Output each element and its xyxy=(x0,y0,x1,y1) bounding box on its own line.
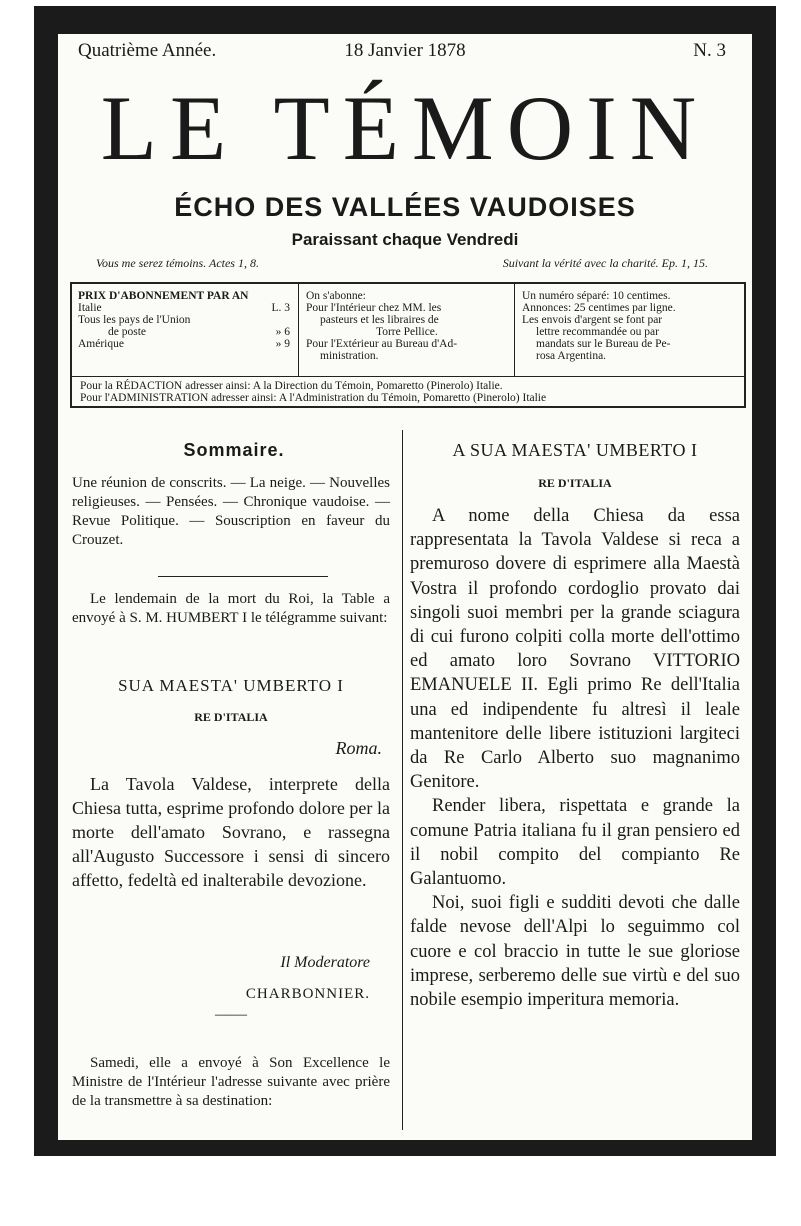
redaction-address: Pour la RÉDACTION adresser ainsi: A la Direction du Témoin, Pomaretto (Pinerolo) Italie. xyxy=(80,380,503,392)
box-divider-2 xyxy=(514,284,515,376)
subscribe-line: Pour l'Intérieur chez MM. les xyxy=(306,302,442,314)
paragraph: Noi, suoi figli e sudditi devoti che dalle falde nevose dell'Alpi lo seguimmo col cuore e col braccio in tutte le sue gloriose imprese, serberemo delle sue virtù e del suo nobile esempio imperitura memoria. xyxy=(410,893,740,1011)
single-line: Annonces: 25 centimes par ligne. xyxy=(522,302,676,314)
telegram-subtitle: RE D'ITALIA xyxy=(194,710,268,724)
separator: —— xyxy=(215,1006,247,1023)
right-article-subtitle: RE D'ITALIA xyxy=(538,476,612,490)
left-intro-text: Le lendemain de la mort du Roi, la Table a envoyé à S. M. HUMBERT I le télégramme suivant: xyxy=(72,591,390,626)
paragraph: Render libera, rispettata e grande la comune Patria italiana fu il gran pensiero ed il nobil compito del compianto Re Galantuomo. xyxy=(410,796,740,890)
single-line: mandats sur le Bureau de Pe- xyxy=(536,338,671,350)
subscribe-line: pasteurs et les libraires de xyxy=(320,314,439,326)
single-line: Les envois d'argent se font par xyxy=(522,314,663,326)
header-number: N. 3 xyxy=(693,40,726,61)
price-row: Tous les pays de l'Union xyxy=(78,314,191,326)
price-row: Italie L. 3 xyxy=(78,302,290,314)
price-column xyxy=(78,290,290,350)
newspaper-page xyxy=(58,34,752,1140)
price-row: de poste » 6 xyxy=(108,326,290,338)
subscribe-line: On s'abonne: xyxy=(306,290,366,302)
left-after-text: Samedi, elle a envoyé à Son Excellence le Ministre de l'Intérieur l'adresse suivante avec prière de la transmettre à sa destination: xyxy=(72,1055,390,1109)
signature-role: Il Moderatore xyxy=(280,954,370,971)
price-title: PRIX D'ABONNEMENT PAR AN xyxy=(78,290,249,302)
paragraph: A nome della Chiesa da essa rappresentata la Tavola Valdese si reca a premuroso dovere di esprimere alla Maestà Vostra il profondo cordoglio provato dai singoli suoi membri per la grande sciagura di cui furono colpiti colla morte dell'ottimo ed amato loro Sovrano VITTORIO EMANUELE II. Egli primo Re dell'Italia una ed indipendente fu altresì il leale mantenitore delle libere istituzioni largiteci da Re Carlo Alberto suo magnanimo Genitore. xyxy=(410,506,740,793)
single-line: lettre recommandée ou par xyxy=(536,326,659,338)
box-divider-horizontal xyxy=(72,376,744,377)
single-line: rosa Argentina. xyxy=(536,350,607,362)
signature-name: CHARBONNIER. xyxy=(245,986,370,1002)
sommaire-title: Sommaire. xyxy=(183,440,285,460)
right-article-title: A SUA MAESTA' UMBERTO I xyxy=(452,440,698,460)
subscribe-line: Torre Pellice. xyxy=(376,326,438,338)
motto-left: Vous me serez témoins. Actes 1, 8. xyxy=(96,256,259,270)
header-year: Quatrième Année. xyxy=(78,40,217,61)
column-divider xyxy=(402,430,403,1130)
periodicity: Paraissant chaque Vendredi xyxy=(291,230,519,249)
subscribe-line: Pour l'Extérieur au Bureau d'Ad- xyxy=(306,338,458,350)
telegram-body: La Tavola Valdese, interprete della Chiesa tutta, esprime profondo dolore per la morte dell'amato Sovrano, e rassegna all'Augusto Successore i sensi di sincero affetto, fedeltà ed inalterabile devozione. xyxy=(72,774,390,890)
administration-address: Pour l'ADMINISTRATION adresser ainsi: A l'Administration du Témoin, Pomaretto (Pinerolo) Italie xyxy=(80,392,547,404)
price-row: Amérique » 9 xyxy=(78,338,290,350)
single-issue-column xyxy=(522,290,738,362)
right-article-body xyxy=(410,504,740,1012)
subscribe-column xyxy=(306,290,506,362)
masthead-title: LE TÉMOIN xyxy=(100,77,710,179)
box-divider-1 xyxy=(298,284,299,376)
sommaire-rule xyxy=(158,576,328,577)
masthead-subtitle: ÉCHO DES VALLÉES VAUDOISES xyxy=(174,192,636,222)
motto-right: Suivant la vérité avec la charité. Ep. 1, 15. xyxy=(502,256,708,270)
telegram-title: SUA MAESTA' UMBERTO I xyxy=(118,676,344,695)
subscribe-line: ministration. xyxy=(320,350,379,362)
telegram-city: Roma. xyxy=(335,738,382,758)
header-date: 18 Janvier 1878 xyxy=(344,40,466,61)
single-line: Un numéro séparé: 10 centimes. xyxy=(522,290,671,302)
sommaire-text: Une réunion de conscrits. — La neige. — Nouvelles religieuses. — Pensées. — Chronique vaudoise. — Revue Politique. — Souscription en faveur du Crouzet. xyxy=(72,475,390,548)
subscription-info-box xyxy=(70,282,746,408)
